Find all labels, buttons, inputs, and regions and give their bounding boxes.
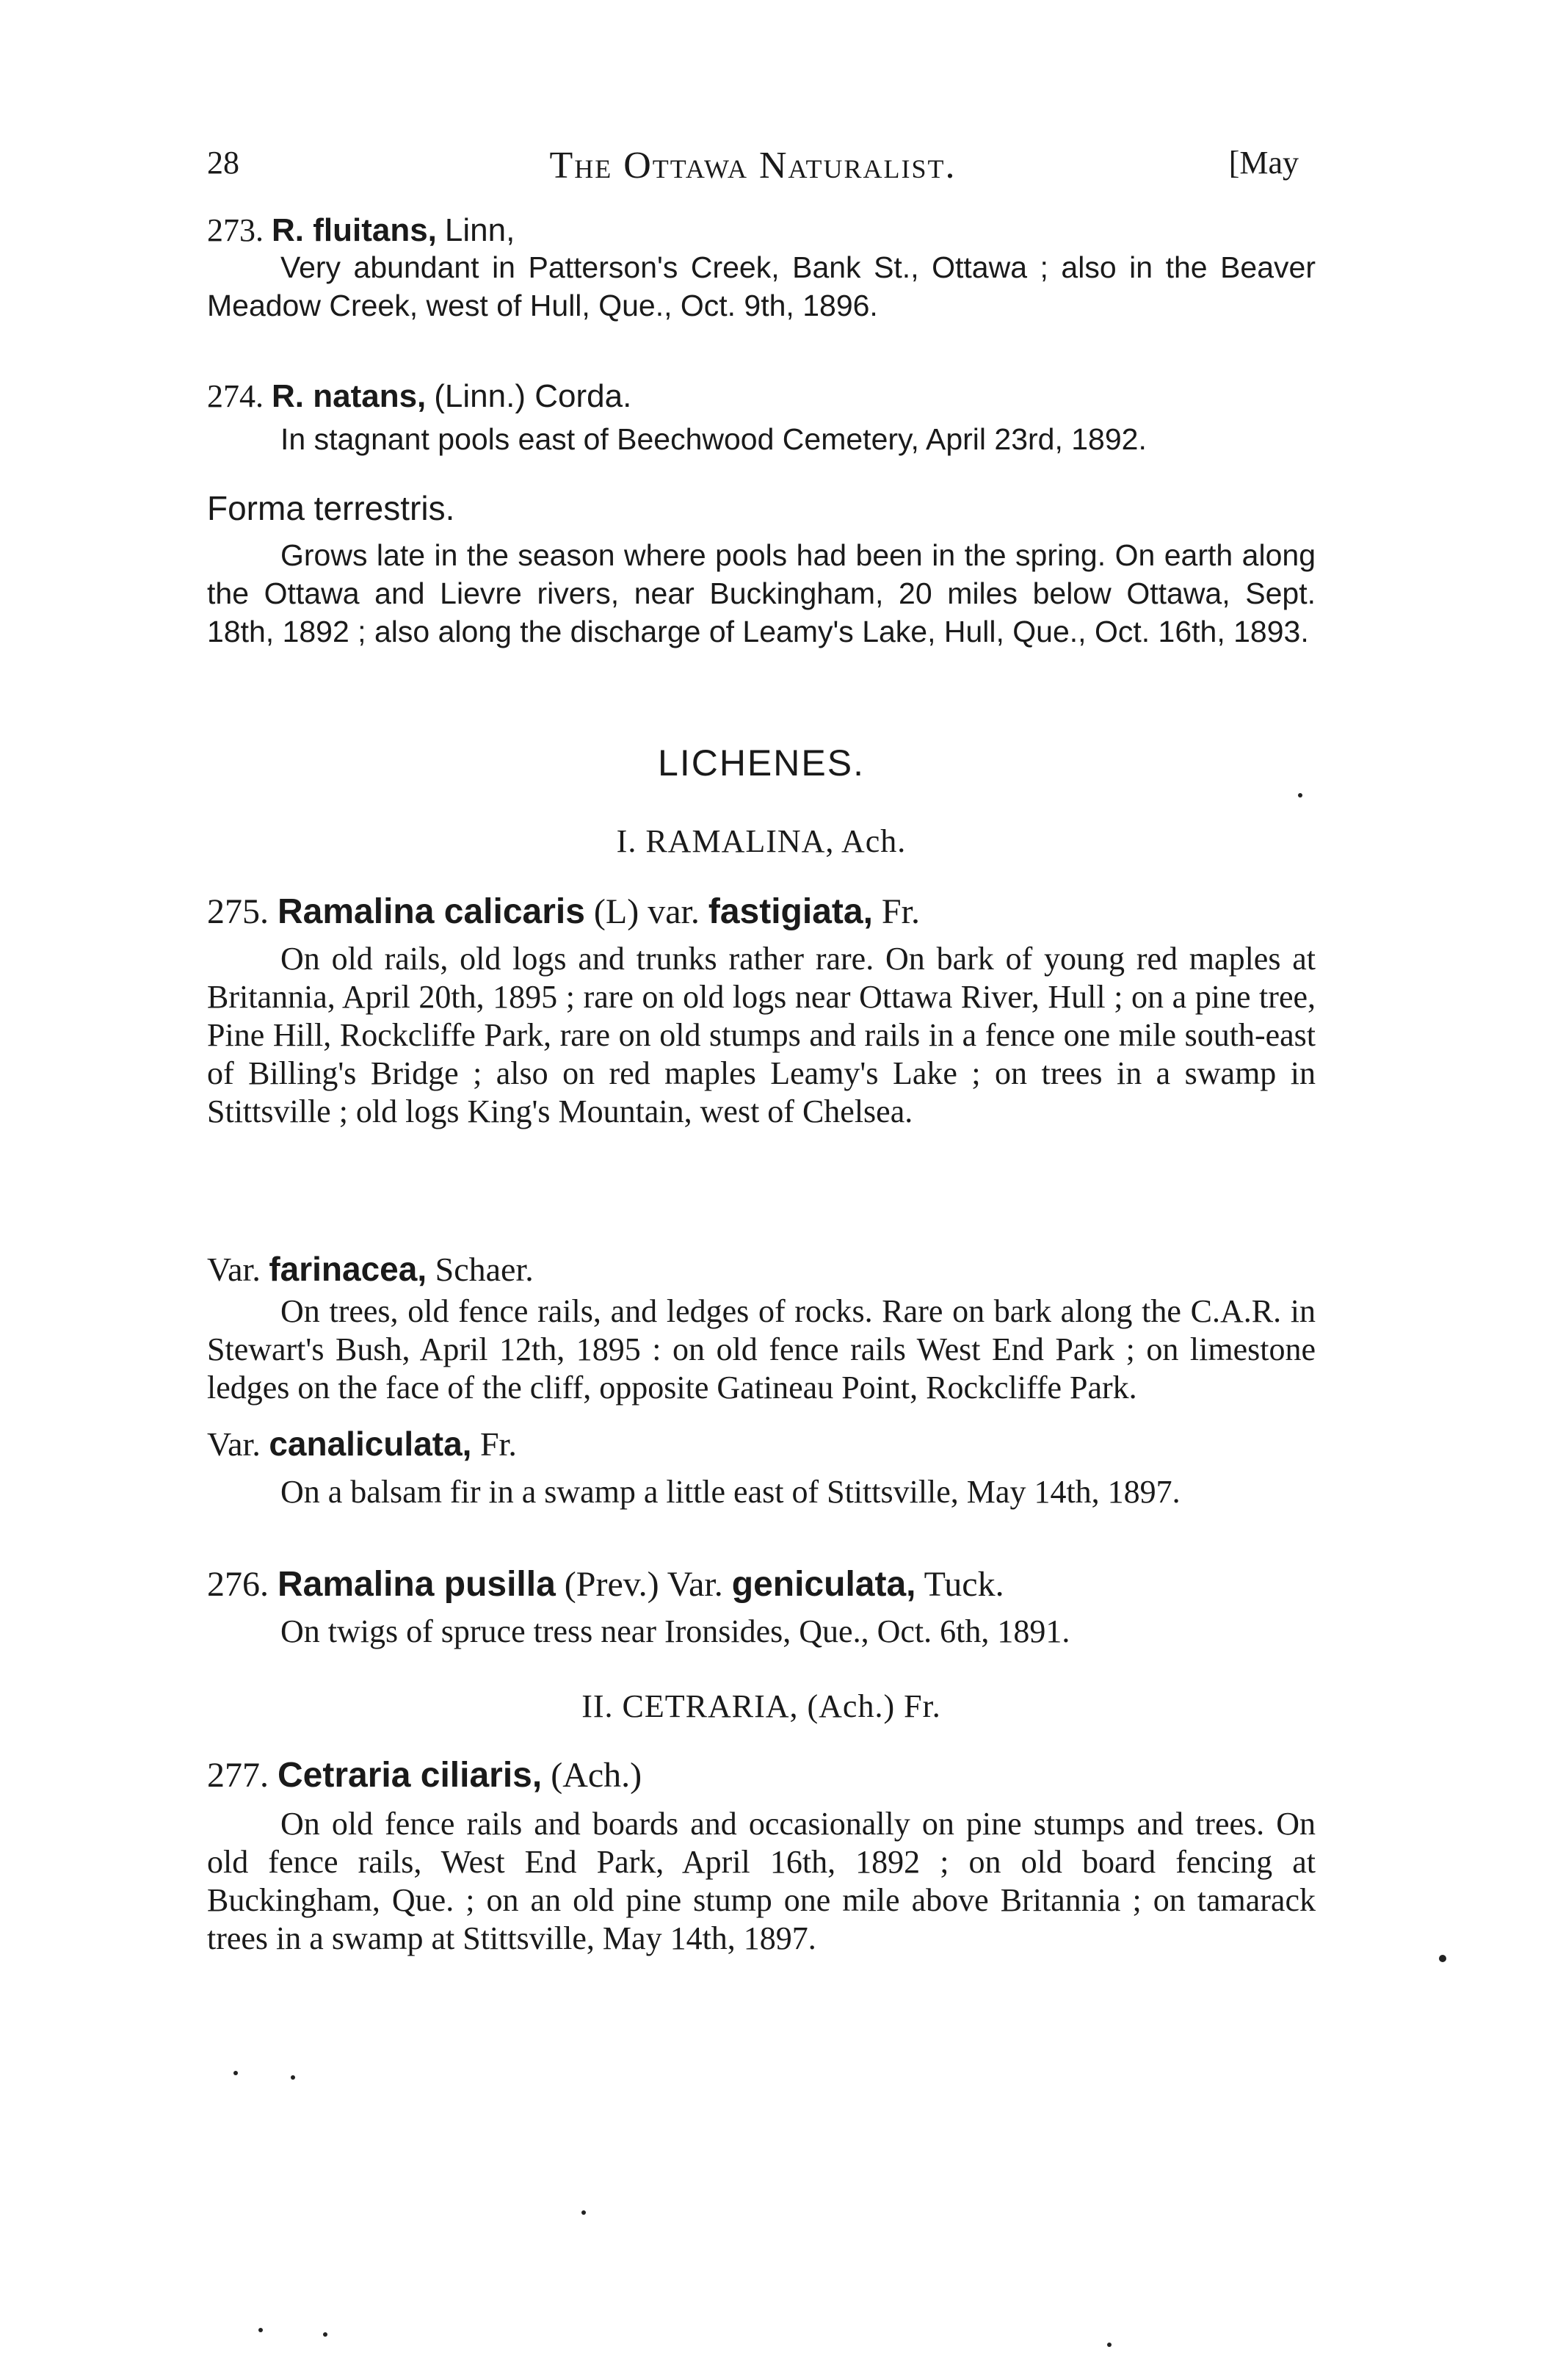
forma-heading: Forma terrestris. [207,489,455,527]
header-month: [May [1228,145,1299,181]
variety-authority: Fr. [479,1425,517,1463]
variety-name: farinacea, [269,1250,427,1288]
species-name: Ramalina pusilla [278,1565,556,1604]
section-title-lichenes: LICHENES. [658,742,865,784]
var-label: Var. [207,1425,261,1463]
entry-277-heading [207,1755,642,1796]
entry-number: 276. [207,1565,269,1604]
var-canaliculata-heading [207,1423,517,1465]
var-label: Var. [207,1251,261,1288]
entry-number: 277. [207,1756,269,1795]
species-authority: (Linn.) Corda. [434,378,632,414]
variety-authority: Schaer. [435,1251,534,1288]
entry-274-heading [207,376,631,417]
entry-273-heading [207,210,515,251]
var-farinacea-text: On trees, old fence rails, and ledges of rocks. Rare on bark along the C.A.R. in Stewart's Bush, April 12th, 1895 : on old fence rails West End Park ; on limestone ledges on the face of the cliff, opposite Gatineau Point, Rockcliffe Park. [207,1293,1316,1406]
entry-number: 274. [207,378,264,414]
print-speck [233,2071,238,2075]
variety-name: fastigiata, [708,892,873,931]
page-number: 28 [207,145,239,181]
entry-276-heading [207,1564,1004,1605]
genus-heading-cetraria: II. CETRARIA, (Ach.) Fr. [581,1688,941,1724]
forma-text: Grows late in the season where pools had been in the spring. On earth along the Ottawa and Lievre rivers, near Buckingham, 20 miles below Ottawa, Sept. 18th, 1892 ; also along the discharge of Leamy's Lake, Hull, Que., Oct. 16th, 1893. [207,538,1316,648]
species-authority: (L) var. [593,892,700,931]
entry-number: 273. [207,212,264,248]
entry-275-text: On old rails, old logs and trunks rather rare. On bark of young red maples at Britannia, April 20th, 1895 ; rare on old logs near Ottawa River, Hull ; on a pine tree, Pine Hill, Rockcliffe Park, rare on old stumps and rails in a fence one mile south-east of Billing's Bridge ; also on red maples Leamy's Lake ; on trees in a swamp in Stittsville ; old logs King's Mountain, west of Chelsea. [207,941,1316,1129]
species-authority: Linn, [444,212,515,248]
print-speck [1107,2343,1112,2347]
species-authority: (Ach.) [551,1756,642,1795]
print-speck [323,2332,327,2337]
print-speck [291,2075,295,2080]
entry-275-heading [207,891,920,933]
print-speck [1298,793,1302,797]
print-speck [581,2210,586,2215]
variety-authority: Tuck. [924,1565,1004,1604]
variety-authority: Fr. [881,892,920,931]
print-speck [1439,1955,1446,1962]
genus-heading-ramalina: I. RAMALINA, Ach. [616,823,907,859]
variety-name: canaliculata, [269,1425,472,1463]
running-header [207,144,1299,188]
entry-number: 275. [207,892,269,931]
entry-274-text: In stagnant pools east of Beechwood Cemetery, April 23rd, 1892. [280,422,1147,456]
entry-277-text: On old fence rails and boards and occasionally on pine stumps and trees. On old fence rails, West End Park, April 16th, 1892 ; on old board fencing at Buckingham, Que. ; on an old pine stump one mile above Britannia ; on tamarack trees in a swamp at Stittsville, May 14th, 1897. [207,1806,1316,1956]
print-speck [258,2328,263,2332]
species-name: Cetraria ciliaris, [278,1756,543,1795]
species-name: Ramalina calicaris [278,892,585,931]
species-name: R. natans, [272,378,427,414]
species-name: R. fluitans, [272,212,437,248]
entry-276-text: On twigs of spruce tress near Ironsides, Que., Oct. 6th, 1891. [280,1613,1070,1649]
var-canaliculata-text: On a balsam fir in a swamp a little east of Stittsville, May 14th, 1897. [280,1474,1181,1510]
var-farinacea-heading [207,1248,534,1290]
species-authority: (Prev.) Var. [564,1565,723,1604]
journal-title: The Ottawa Naturalist. [549,145,957,187]
variety-name: geniculata, [731,1565,916,1604]
entry-273-text: Very abundant in Patterson's Creek, Bank St., Ottawa ; also in the Beaver Meadow Creek, west of Hull, Que., Oct. 9th, 1896. [207,250,1316,322]
